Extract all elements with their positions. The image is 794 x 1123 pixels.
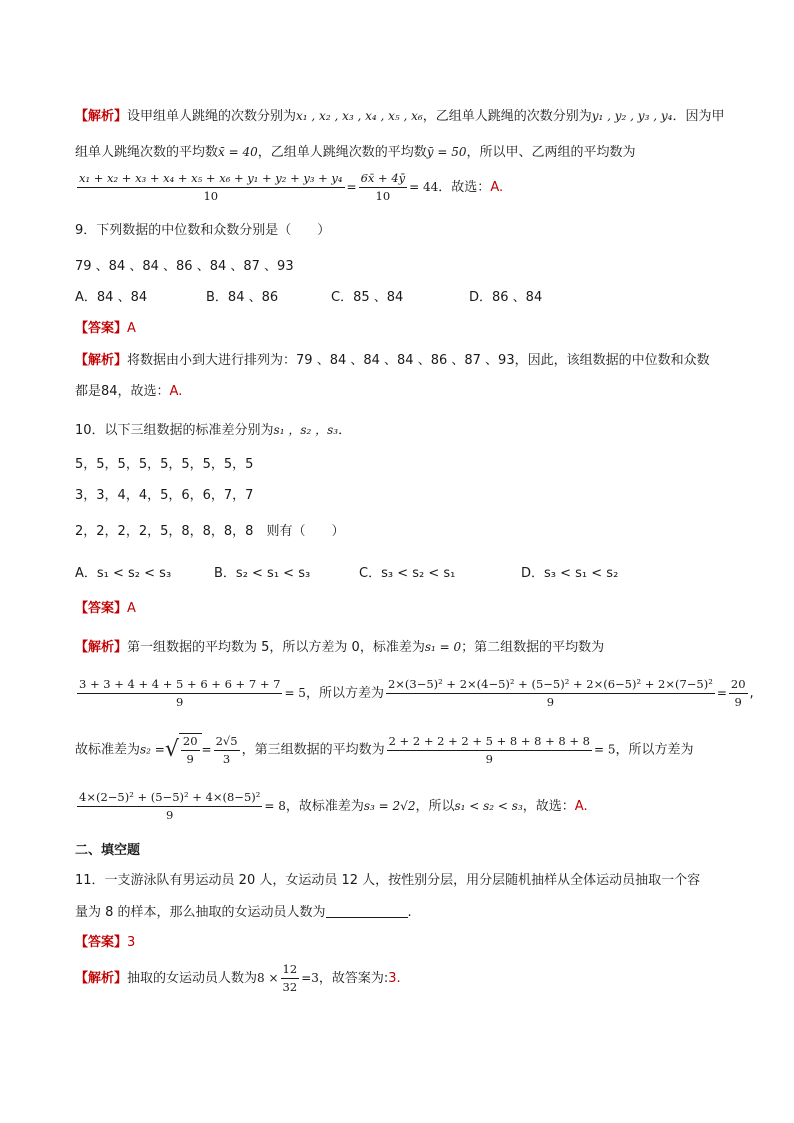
- math-y-vars: y₁ , y₂ , y₃ , y₄: [591, 109, 673, 123]
- q9-data: 79 、84 、84 、86 、84 、87 、93: [75, 259, 294, 274]
- explanation-tag: 【解析】: [75, 109, 128, 124]
- answer-choice: A.: [574, 799, 588, 814]
- answer-choice: A.: [490, 180, 504, 195]
- text: 抽取的女运动员人数为: [127, 971, 258, 986]
- numerator: 2 + 2 + 2 + 2 + 5 + 8 + 8 + 8 + 8: [387, 734, 592, 751]
- option-b: B．s₂ < s₁ < s₃: [214, 566, 311, 581]
- option-c: C．85 、84: [331, 290, 404, 305]
- fraction-sum: [77, 171, 345, 204]
- numerator: 12: [281, 962, 300, 979]
- text: ，所以方差为: [615, 742, 694, 758]
- math-x-vars: x₁ , x₂ , x₃ , x₄ , x₅ , x₆: [296, 109, 423, 123]
- q8-explanation-line-1: [75, 107, 724, 126]
- option-a: A．s₁ < s₂ < s₃: [75, 566, 172, 581]
- result: = 44: [409, 180, 439, 194]
- fraction-mean-2: [77, 677, 282, 710]
- text: ，所以方差为: [305, 686, 384, 701]
- text: ，所以: [415, 799, 455, 814]
- q10-explanation-line-4: [75, 790, 588, 823]
- numerator: 4×(2−5)² + (5−5)² + 4×(8−5)²: [77, 790, 262, 807]
- q11-stem-line-1: 11．一支游泳队有男运动员 20 人，女运动员 12 人，按性别分层，用分层随机抽样从全体运动员抽取一个容: [75, 873, 701, 888]
- text: 量为 8 的样本，那么抽取的女运动员人数为: [75, 905, 326, 920]
- text: ，所以甲、乙两组的平均数为: [466, 145, 636, 160]
- option-b: B．84 、86: [206, 290, 279, 305]
- q10-data-row-2: 3，3，4，4，5，6，6，7，7: [75, 488, 254, 503]
- math-sd-vars: s₁ ，s₂ ，s₃: [273, 423, 339, 437]
- q10-explanation-line-3: 故标准差为s₂ =√ $\frac{20}{9}$ = $\frac{2√5}{3}$ ，第三组数据的平均数为 $\frac{2 + 2 + 2 + 2 + 5 + 8 + 8 + 8 + 8}{9}$ = 5，所以方差为: [75, 733, 694, 766]
- text: ，故标准差为: [285, 799, 364, 814]
- math-s1: s₁ = 0: [424, 640, 462, 654]
- q11-answer: [75, 934, 135, 952]
- explanation-tag: 【解析】: [75, 353, 128, 368]
- q10-stem: [75, 421, 351, 440]
- text: ；第二组数据的平均数为: [461, 640, 605, 655]
- option-c: C．s₃ < s₂ < s₁: [359, 566, 456, 581]
- explanation-tag: 【解析】: [75, 640, 128, 655]
- denominator: 32: [282, 980, 298, 994]
- q8-explanation-line-2: [75, 143, 636, 162]
- text: ，乙组单人跳绳次数的平均数: [257, 145, 427, 160]
- fraction-sd-2: [214, 734, 240, 767]
- denominator: 9: [546, 695, 555, 709]
- q9-explanation-line-2: [75, 383, 182, 401]
- math-s2: s₂ =: [140, 742, 165, 757]
- numerator: 6x̄ + 4ȳ: [359, 171, 408, 188]
- equals: =: [346, 180, 357, 194]
- text: ，第三组数据的平均数为: [241, 742, 385, 758]
- q10-options: [75, 565, 618, 583]
- numerator: 3 + 3 + 4 + 4 + 5 + 6 + 6 + 7 + 7: [77, 677, 282, 694]
- denominator: 10: [375, 189, 391, 203]
- answer-choice: A.: [169, 384, 183, 399]
- fraction-variance-3: [77, 790, 262, 823]
- answer-value: 3: [127, 935, 136, 950]
- q9-stem: 9．下列数据的中位数和众数分别是（ ）: [75, 223, 331, 238]
- fraction-mean-3: [387, 734, 592, 767]
- math-product: 8 ×: [257, 971, 279, 985]
- fraction-radicand: [181, 734, 200, 767]
- fraction-ratio: [281, 962, 300, 995]
- math-xbar: x̄ = 40: [218, 145, 258, 159]
- text: ．故选：: [438, 180, 491, 195]
- text: 故标准差为: [75, 742, 141, 758]
- q10-data-row-1: 5，5，5，5，5，5，5，5，5: [75, 457, 254, 472]
- text: ，乙组单人跳绳的次数分别为: [422, 109, 592, 124]
- option-a: A．84 、84: [75, 290, 148, 305]
- result: = 8: [264, 799, 286, 813]
- answer-value: 3.: [388, 971, 401, 986]
- text: .: [407, 905, 412, 920]
- section-heading: 二、填空题: [75, 843, 141, 858]
- answer-tag: 【答案】: [75, 601, 128, 616]
- sqrt-expression: √ $\frac{20}{9}$: [165, 733, 202, 767]
- denominator: 10: [203, 189, 219, 203]
- numerator: x₁ + x₂ + x₃ + x₄ + x₅ + x₆ + y₁ + y₂ + y₃ + y₄: [77, 171, 345, 188]
- result: = 5: [594, 742, 616, 757]
- fraction-variance-2: [386, 677, 715, 710]
- explanation-tag: 【解析】: [75, 971, 128, 986]
- q9-explanation-line-1: [75, 352, 710, 370]
- result: =3: [301, 971, 319, 985]
- answer-blank: [326, 903, 408, 918]
- denominator: 9: [734, 695, 742, 709]
- text: ，故答案为:: [318, 971, 389, 986]
- denominator: 9: [176, 695, 184, 709]
- result: = 5: [284, 686, 306, 700]
- option-d: D．86 、84: [469, 290, 543, 305]
- q11-explanation: [75, 962, 401, 995]
- text: 将数据由小到大进行排列为：79 、84 、84 、84 、86 、87 、93，因此，该组数据的中位数和众数: [127, 353, 710, 368]
- q9-answer: [75, 320, 136, 338]
- answer-tag: 【答案】: [75, 321, 128, 336]
- option-d: D．s₃ < s₁ < s₂: [521, 566, 619, 581]
- q10-explanation-line-1: [75, 638, 604, 657]
- answer-value: A: [127, 601, 136, 616]
- math-ybar: ȳ = 50: [426, 145, 467, 159]
- numerator: 20: [729, 677, 748, 694]
- text: ．: [338, 423, 352, 438]
- text: 组单人跳绳次数的平均数: [75, 145, 219, 160]
- denominator: 9: [166, 808, 174, 822]
- q9-options: [75, 289, 542, 307]
- text: ，故选：: [522, 799, 575, 814]
- text: ．因为甲: [672, 109, 725, 124]
- denominator: 9: [186, 752, 194, 766]
- numerator: 2√5: [214, 734, 240, 751]
- q10-data-row-3: 2，2，2，2，5，8，8，8，8 则有（ ）: [75, 524, 345, 539]
- answer-value: A: [127, 321, 136, 336]
- math-s3: s₃ = 2√2: [363, 799, 416, 813]
- numerator: 2×(3−5)² + 2×(4−5)² + (5−5)² + 2×(6−5)² + 2×(7−5)²: [386, 677, 715, 694]
- text: 设甲组单人跳绳的次数分别为: [127, 109, 297, 124]
- q10-explanation-line-2: $\frac{3 + 3 + 4 + 4 + 5 + 6 + 6 + 7 + 7}{9}$ = 5，所以方差为 $\frac{\text{2×(3−5)² + 2×(4−5)² + (5−5)² + 2×(6−5)² + 2×(7−5)²}}{9}$ = $\frac{20}{9}$ ,: [79, 677, 754, 709]
- q10-answer: [75, 600, 136, 618]
- denominator: 9: [485, 751, 493, 766]
- math-relation: s₁ < s₂ < s₃: [454, 799, 523, 813]
- numerator: 20: [181, 734, 200, 751]
- denominator: 3: [222, 751, 231, 766]
- text: 都是84，故选：: [75, 384, 170, 399]
- fraction-means: [359, 171, 408, 204]
- text: 第一组数据的平均数为 5，所以方差为 0，标准差为: [127, 640, 425, 655]
- q8-explanation-line-3: [75, 171, 503, 204]
- answer-tag: 【答案】: [75, 935, 128, 950]
- fraction-result-2: [729, 677, 748, 710]
- text: 10．以下三组数据的标准差分别为: [75, 423, 274, 438]
- q11-stem-line-2: [75, 903, 412, 922]
